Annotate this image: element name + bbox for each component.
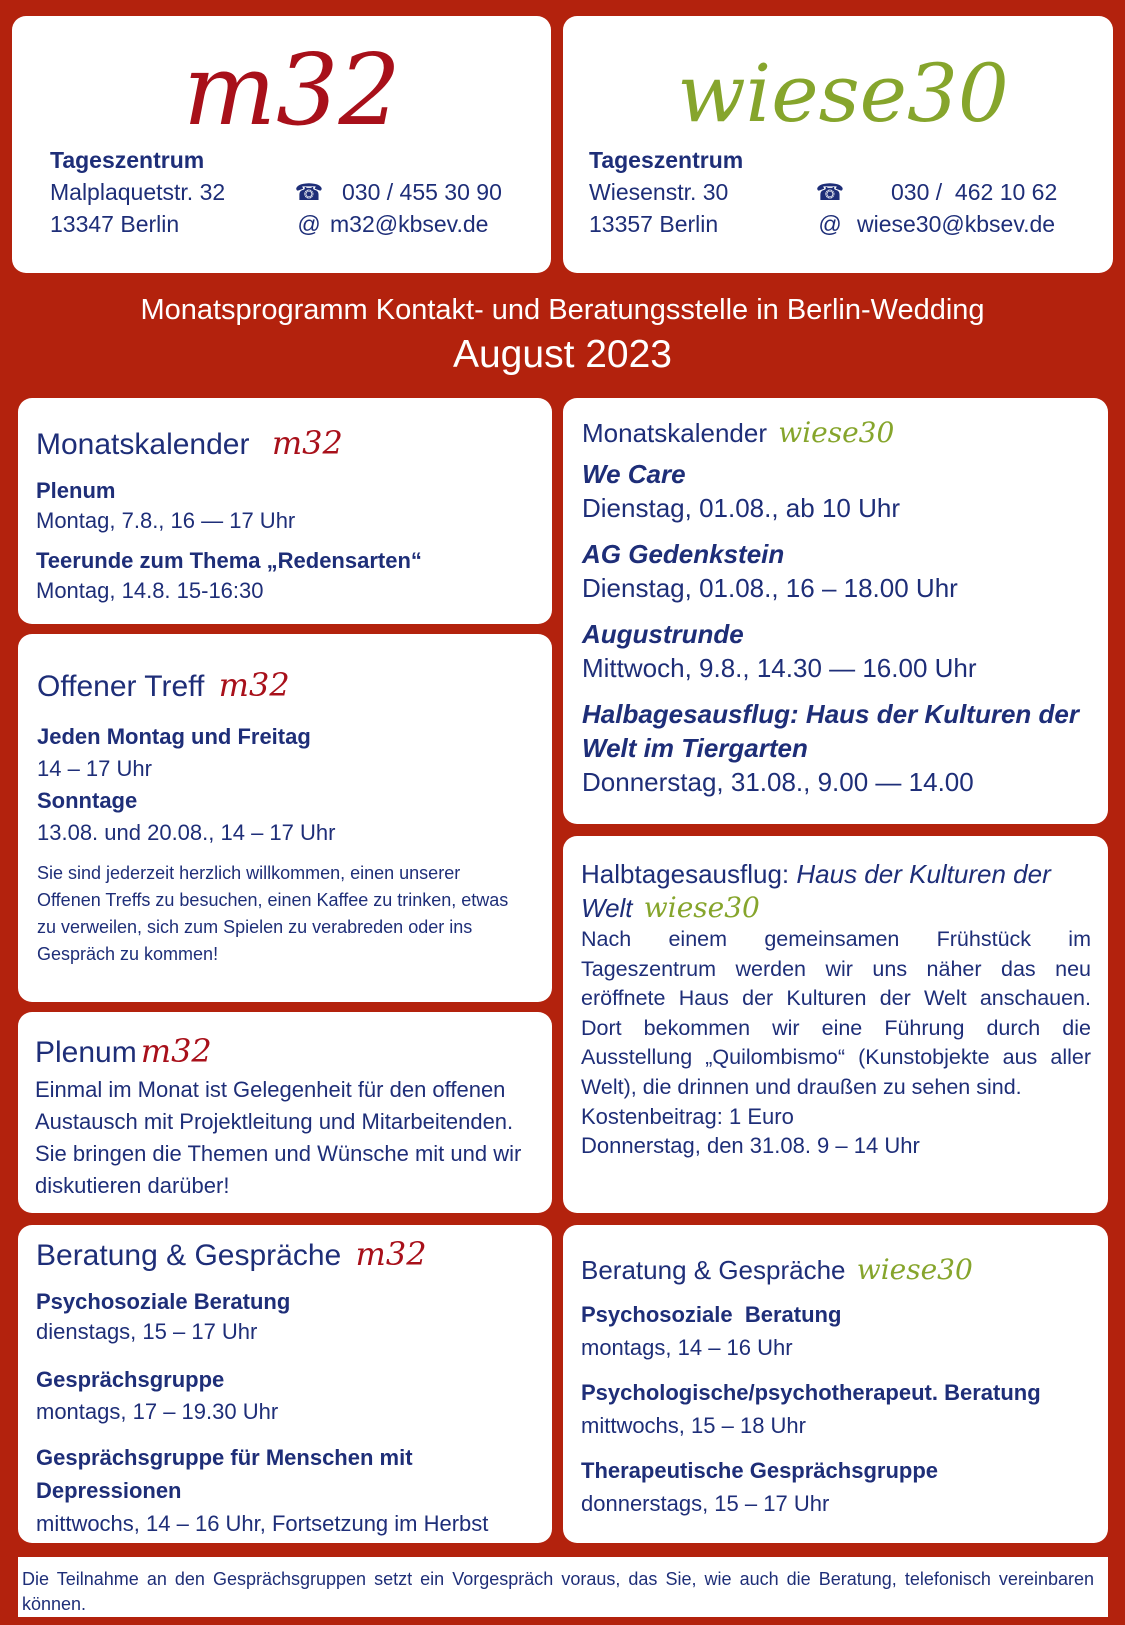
wiese30-street: Wiesenstr. 30 — [589, 179, 729, 205]
wiese30-email[interactable]: wiese30@kbsev.de — [857, 211, 1056, 237]
counseling-wiese30-item-label: Psychosoziale Beratung — [581, 1302, 842, 1327]
plenum-text: Einmal im Monat ist Gelegenheit für den offenen Austausch mit Projektleitung und Mitarbeitenden. Sie bringen die Themen und Wünsche mit und wir diskutieren darüber! — [35, 1077, 522, 1198]
calendar-wiese30-item-label: We Care — [582, 459, 686, 489]
wiese30-contact-card — [563, 16, 1113, 273]
phone-icon: ☎ — [294, 179, 324, 205]
plenum-title-text: Plenum — [35, 1036, 137, 1069]
calendar-m32-item-label: Teerunde zum Thema „Redensarten“ — [36, 548, 422, 573]
m32-logo-inline: m32 — [355, 1235, 427, 1273]
calendar-wiese30-card — [563, 398, 1108, 824]
open-meeting-item-value: 14 – 17 Uhr — [37, 756, 152, 781]
counseling-wiese30-title — [581, 1253, 1092, 1286]
wiese30-label: Tageszentrum — [589, 147, 744, 173]
open-meeting-item-label: Jeden Montag und Freitag — [37, 724, 311, 749]
counseling-wiese30-card — [563, 1225, 1108, 1543]
at-icon: @ — [297, 211, 321, 237]
calendar-m32-title — [36, 424, 534, 462]
counseling-wiese30-item-label: Therapeutische Gesprächsgruppe — [581, 1458, 938, 1483]
m32-contact-card — [12, 16, 551, 273]
calendar-wiese30-item-label: Halbagesausflug: Haus der Kulturen der Welt im Tiergarten — [582, 699, 1079, 763]
counseling-wiese30-title-text: Beratung & Gespräche — [581, 1255, 846, 1285]
excursion-title — [581, 858, 1091, 925]
open-meeting-card — [18, 634, 552, 1002]
wiese30-contact-info — [809, 176, 1057, 240]
counseling-wiese30-item-value: donnerstags, 15 – 17 Uhr — [581, 1491, 830, 1516]
calendar-wiese30-item-value: Dienstag, 01.08., ab 10 Uhr — [582, 493, 900, 523]
footer-note: Die Teilnahme an den Gesprächsgruppen setzt ein Vorgespräch voraus, das Sie, wie auch die Beratung, telefonisch vereinbaren können. — [18, 1557, 1108, 1617]
m32-street: Malplaquetstr. 32 — [50, 179, 226, 205]
at-icon: @ — [818, 211, 842, 237]
wiese30-logo-inline: wiese30 — [778, 416, 895, 449]
open-meeting-item-label: Sonntage — [37, 788, 138, 813]
m32-logo: m32 — [183, 34, 401, 148]
plenum-title — [35, 1032, 536, 1070]
counseling-m32-card — [18, 1225, 552, 1543]
calendar-m32-item-value: Montag, 7.8., 16 — 17 Uhr — [36, 508, 296, 533]
counseling-m32-title — [36, 1235, 536, 1273]
counseling-m32-item-label: Gesprächsgruppe für Menschen mit Depressionen — [36, 1445, 413, 1503]
m32-logo-inline: m32 — [218, 666, 290, 704]
calendar-wiese30-item-label: AG Gedenkstein — [582, 539, 785, 569]
m32-label: Tageszentrum — [50, 147, 205, 173]
m32-city: 13347 Berlin — [50, 211, 180, 237]
counseling-m32-item-label: Psychosoziale Beratung — [36, 1289, 291, 1314]
program-subtitle: Monatsprogramm Kontakt- und Beratungsstelle in Berlin-Wedding — [140, 294, 985, 326]
wiese30-logo-inline: wiese30 — [856, 1253, 973, 1286]
excursion-title-a: Halbtagesausflug: — [581, 859, 790, 889]
counseling-m32-item-value: montags, 17 – 19.30 Uhr — [36, 1399, 279, 1424]
counseling-wiese30-item-label: Psychologische/psychotherapeut. Beratung — [581, 1380, 1041, 1405]
plenum-card — [18, 1012, 552, 1213]
calendar-wiese30-title — [582, 416, 1092, 449]
wiese30-city: 13357 Berlin — [589, 211, 719, 237]
calendar-wiese30-item-value: Dienstag, 01.08., 16 – 18.00 Uhr — [582, 573, 958, 603]
program-month: August 2023 — [452, 333, 672, 376]
m32-contact-info — [288, 176, 502, 240]
open-meeting-title-text: Offener Treff — [37, 670, 205, 703]
counseling-m32-item-label: Gesprächsgruppe — [36, 1367, 225, 1392]
m32-address — [50, 144, 225, 240]
calendar-wiese30-item-value: Mittwoch, 9.8., 14.30 — 16.00 Uhr — [582, 653, 977, 683]
calendar-wiese30-title-text: Monatskalender — [582, 418, 767, 448]
excursion-text: Nach einem gemeinsamen Frühstück im Tageszentrum werden wir uns näher das neu eröffnete Haus der Kulturen der Welt anschauen. Dort bekommen wir eine Führung durch die Ausstellung „Quilombismo“ (Kunstobjekte aus aller Welt), die drinnen und draußen zu sehen sind. — [581, 927, 1091, 1099]
calendar-wiese30-item-label: Augustrunde — [582, 619, 744, 649]
wiese30-logo-inline: wiese30 — [643, 891, 760, 924]
m32-phone[interactable]: 030 / 455 30 90 — [342, 179, 502, 205]
calendar-m32-title-text: Monatskalender — [36, 428, 250, 461]
calendar-m32-card — [18, 398, 552, 624]
counseling-m32-title-text: Beratung & Gespräche — [36, 1239, 342, 1272]
phone-icon: ☎ — [815, 179, 845, 205]
counseling-m32-item-value: mittwochs, 14 – 16 Uhr, Fortsetzung im Herbst — [36, 1511, 489, 1536]
wiese30-phone[interactable]: 030 / 462 10 62 — [891, 179, 1058, 205]
calendar-wiese30-item-value: Donnerstag, 31.08., 9.00 — 14.00 — [582, 767, 974, 797]
m32-logo-inline: m32 — [140, 1032, 212, 1070]
open-meeting-title — [37, 666, 534, 704]
wiese30-logo: wiese30 — [677, 47, 1009, 140]
excursion-date: Donnerstag, den 31.08. 9 – 14 Uhr — [581, 1133, 920, 1158]
counseling-wiese30-item-value: montags, 14 – 16 Uhr — [581, 1335, 793, 1360]
excursion-title-b: Haus der Kulturen der Welt — [581, 859, 1051, 923]
counseling-wiese30-item-value: mittwochs, 15 – 18 Uhr — [581, 1413, 806, 1438]
open-meeting-text: Sie sind jederzeit herzlich willkommen, einen unserer Offenen Treffs zu besuchen, einen Kaffee zu trinken, etwas zu verweilen, sich zum Spielen zu verabreden oder ins Gespräch zu kommen! — [37, 863, 509, 964]
wiese30-address — [589, 144, 743, 240]
excursion-cost: Kostenbeitrag: 1 Euro — [581, 1104, 794, 1129]
counseling-m32-item-value: dienstags, 15 – 17 Uhr — [36, 1319, 258, 1344]
m32-email[interactable]: m32@kbsev.de — [330, 211, 489, 237]
calendar-m32-item-value: Montag, 14.8. 15-16:30 — [36, 578, 264, 603]
excursion-card — [563, 836, 1108, 1213]
open-meeting-item-value: 13.08. und 20.08., 14 – 17 Uhr — [37, 820, 336, 845]
m32-logo-inline: m32 — [271, 424, 343, 462]
calendar-m32-item-label: Plenum — [36, 478, 116, 503]
